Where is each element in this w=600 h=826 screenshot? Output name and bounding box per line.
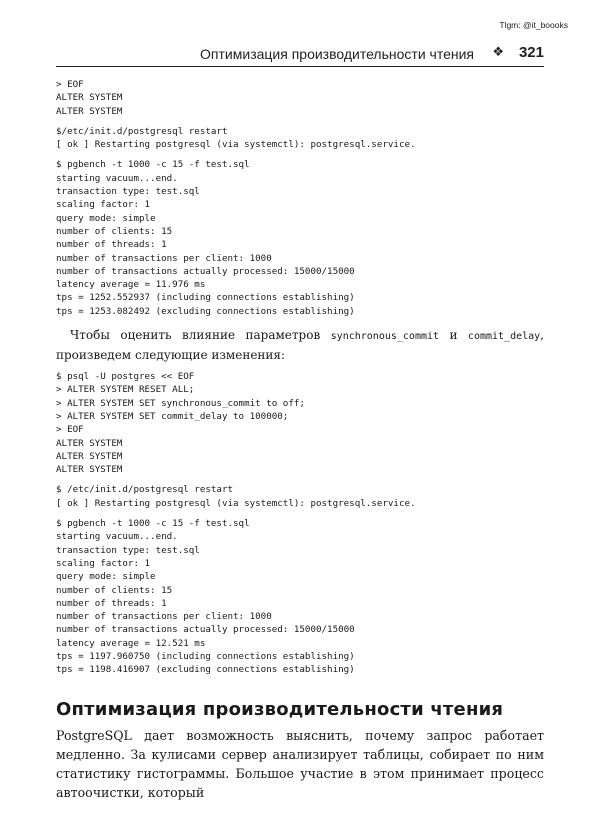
code-line: query mode: simple — [56, 571, 156, 583]
code-line: ALTER SYSTEM — [56, 464, 123, 476]
code-line: $ /etc/init.d/postgresql restart — [56, 484, 234, 496]
code-line: number of threads: 1 — [56, 239, 167, 251]
code-line: scaling factor: 1 — [56, 199, 151, 211]
code-block-6 — [56, 517, 544, 677]
section-paragraph — [56, 726, 544, 802]
running-title: Оптимизация производительности чтения — [200, 46, 474, 62]
code-line: latency average = 11.976 ms — [56, 279, 206, 291]
param-commit-delay: commit_delay — [467, 331, 541, 343]
code-line: starting vacuum...end. — [56, 172, 178, 184]
code-line: latency average = 12.521 ms — [56, 637, 206, 649]
code-block-3 — [56, 158, 544, 318]
paragraph-text: Чтобы оценить влияние параметров — [70, 328, 331, 343]
code-line: number of clients: 15 — [56, 584, 173, 596]
code-line: transaction type: test.sql — [56, 544, 200, 556]
code-line: > ALTER SYSTEM SET synchronous_commit to off; — [56, 397, 305, 409]
code-line: $/etc/init.d/postgresql restart — [56, 125, 228, 137]
code-line: ALTER SYSTEM — [56, 105, 123, 117]
code-line: number of transactions actually processed: 15000/15000 — [56, 624, 355, 636]
page-content — [56, 78, 544, 802]
code-line: > EOF — [56, 424, 84, 436]
paragraph-text: , произведем следующие изменения: — [56, 328, 544, 363]
code-line: query mode: simple — [56, 212, 156, 224]
body-paragraph-1 — [56, 326, 544, 364]
code-line: tps = 1197.960750 (including connections establishing) — [56, 650, 355, 662]
code-line: $ psql -U postgres << EOF — [56, 371, 195, 383]
code-line: tps = 1252.552937 (including connections establishing) — [56, 292, 355, 304]
section-paragraph-text: PostgreSQL дает возможность выяснить, почему запрос работает медленно. За кулисами сервер анализирует таблицы, собирает по ним статистику гистограммы. Большое участие в этом принимает процесс автоочистки, который — [56, 727, 544, 800]
paragraph-text: и — [439, 328, 468, 343]
code-line: ALTER SYSTEM — [56, 437, 123, 449]
param-synchronous-commit: synchronous_commit — [330, 331, 440, 343]
code-line: tps = 1253.082492 (excluding connections establishing) — [56, 305, 355, 317]
code-line: > ALTER SYSTEM RESET ALL; — [56, 384, 195, 396]
code-line: scaling factor: 1 — [56, 557, 151, 569]
telegram-tag: Tlgm: @it_boooks — [499, 20, 568, 30]
code-line: [ ok ] Restarting postgresql (via systemctl): postgresql.service. — [56, 139, 416, 151]
code-line: number of transactions actually processed: 15000/15000 — [56, 265, 355, 277]
code-line: > ALTER SYSTEM SET commit_delay to 100000; — [56, 410, 289, 422]
diamond-separator-icon: ❖ — [492, 45, 504, 60]
code-line: $ pgbench -t 1000 -c 15 -f test.sql — [56, 159, 250, 171]
code-block-4 — [56, 370, 544, 476]
code-line: $ pgbench -t 1000 -c 15 -f test.sql — [56, 518, 250, 530]
code-block-1 — [56, 78, 544, 118]
code-line: ALTER SYSTEM — [56, 92, 123, 104]
page-header — [56, 44, 544, 67]
page-number: 321 — [518, 44, 544, 61]
section-heading: Оптимизация производительности чтения — [56, 698, 504, 720]
code-line: starting vacuum...end. — [56, 531, 178, 543]
code-line: number of clients: 15 — [56, 225, 173, 237]
code-line: ALTER SYSTEM — [56, 450, 123, 462]
code-line: number of transactions per client: 1000 — [56, 611, 272, 623]
code-line: number of threads: 1 — [56, 597, 167, 609]
code-block-5 — [56, 483, 544, 510]
code-line: transaction type: test.sql — [56, 186, 200, 198]
code-line: [ ok ] Restarting postgresql (via systemctl): postgresql.service. — [56, 497, 416, 509]
code-line: number of transactions per client: 1000 — [56, 252, 272, 264]
code-line: tps = 1198.416907 (excluding connections establishing) — [56, 664, 355, 676]
code-line: > EOF — [56, 79, 84, 90]
code-block-2 — [56, 125, 544, 152]
